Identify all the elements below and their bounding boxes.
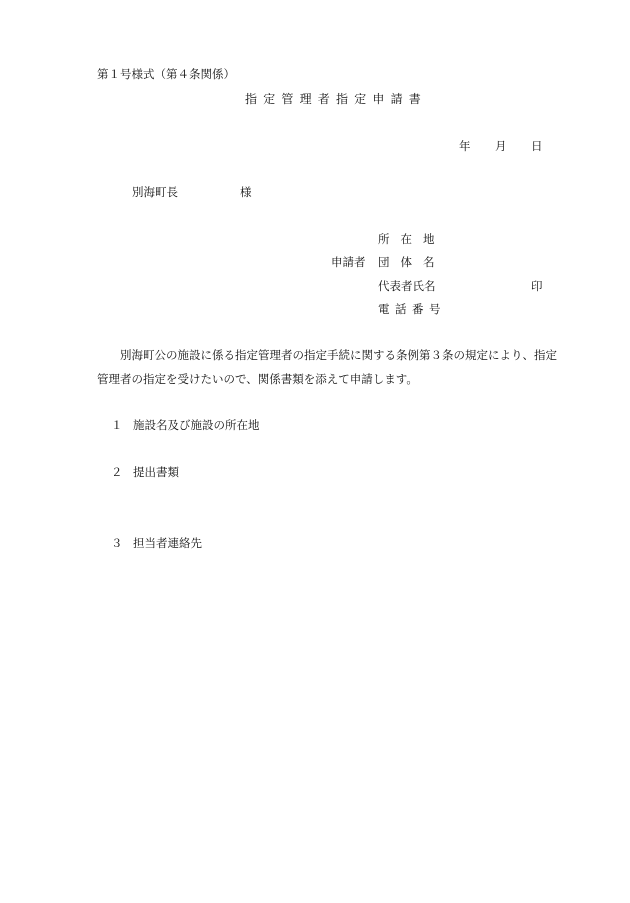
addressee-honorific: 様 xyxy=(240,185,252,199)
document-title: 指定管理者指定申請書 xyxy=(245,92,428,106)
applicant-rep-label: 代表者氏名 xyxy=(378,279,436,293)
item-label: 担当者連絡先 xyxy=(133,536,202,550)
date-day: 日 xyxy=(531,139,543,153)
item-number: ２ xyxy=(111,465,123,479)
applicant-address-label: 所在地 xyxy=(378,232,446,246)
item-number: １ xyxy=(111,418,123,432)
application-statement xyxy=(97,343,577,391)
statement-line-1: 別海町公の施設に係る指定管理者の指定手続に関する条例第３条の規定により、指定 xyxy=(120,348,557,362)
statement-line-2: 管理者の指定を受けたいので、関係書類を添えて申請します。 xyxy=(97,372,418,386)
item-label: 提出書類 xyxy=(133,465,179,479)
item-label: 施設名及び施設の所在地 xyxy=(133,418,260,432)
item-number: ３ xyxy=(111,536,123,550)
applicant-org-label: 団体名 xyxy=(378,255,446,269)
date-year: 年 xyxy=(459,139,471,153)
date-month: 月 xyxy=(495,139,507,153)
applicant-label: 申請者 xyxy=(331,255,366,269)
applicant-phone-label: 電話番号 xyxy=(378,302,446,316)
seal-mark: 印 xyxy=(531,279,543,293)
form-number: 第１号様式（第４条関係） xyxy=(97,67,235,81)
addressee-name: 別海町長 xyxy=(132,185,178,199)
